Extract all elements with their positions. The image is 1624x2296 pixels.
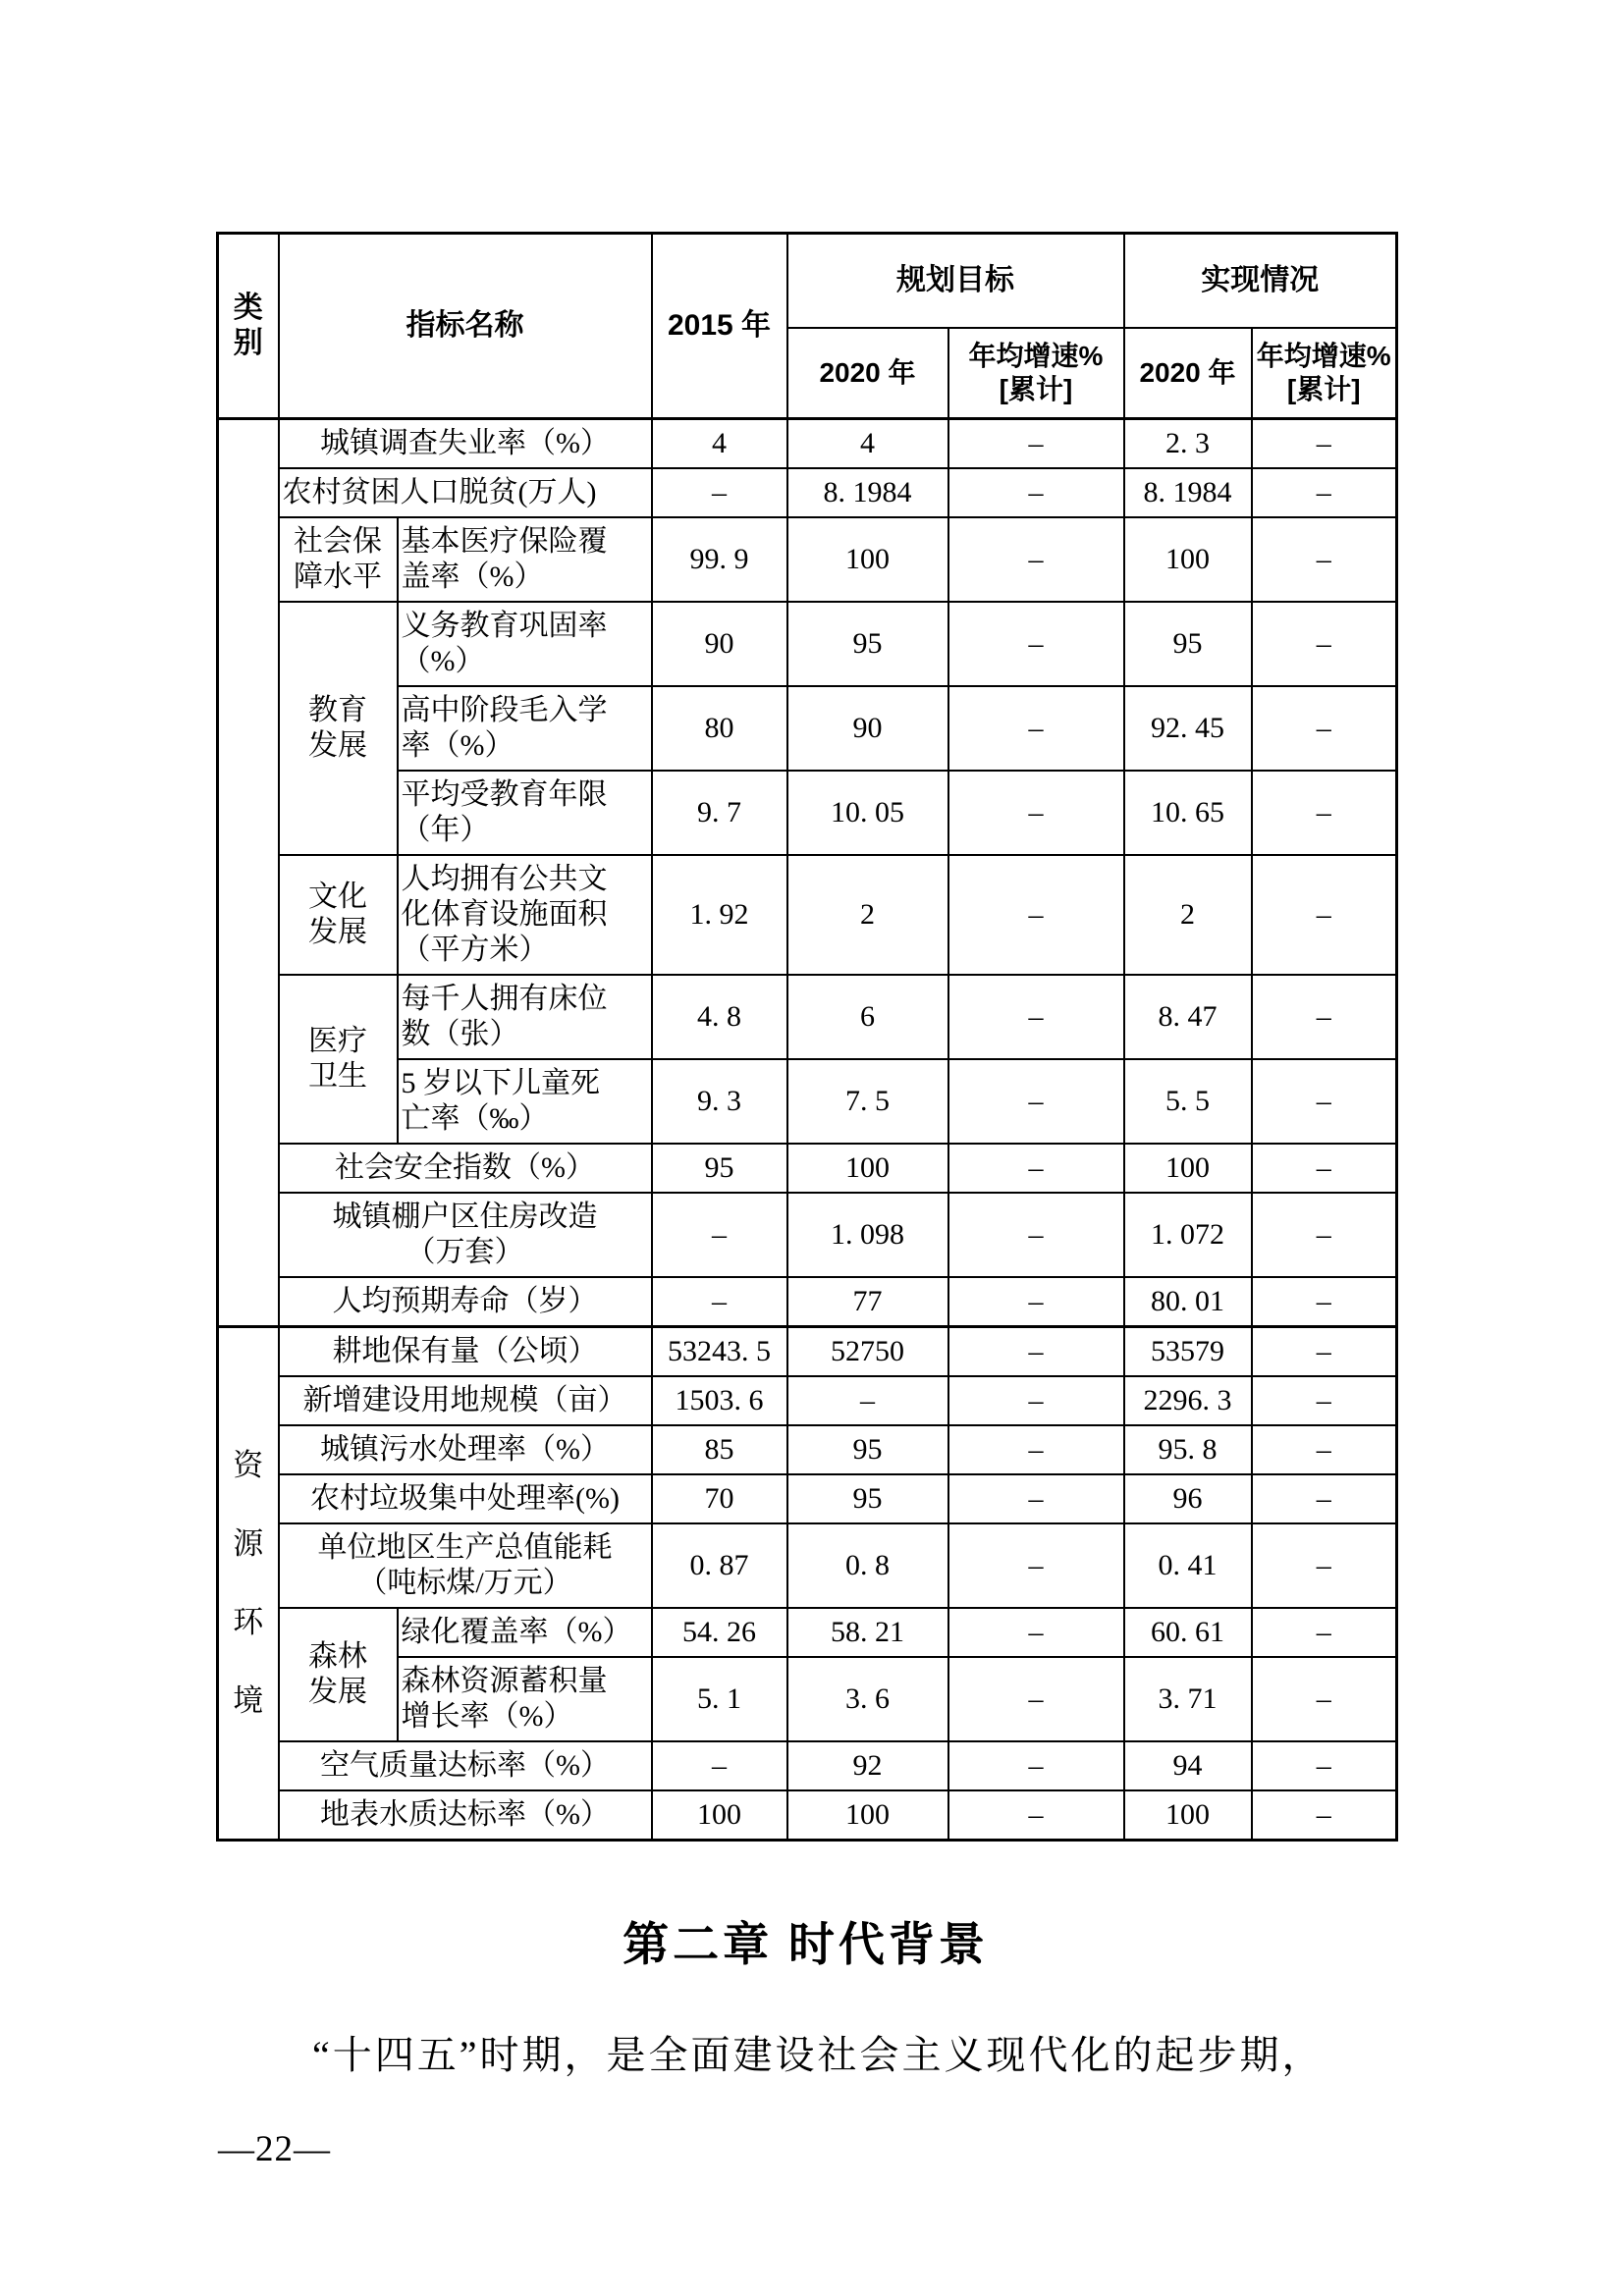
table-row (218, 602, 1397, 686)
value-cell: – (948, 1144, 1124, 1193)
value-cell: 9. 3 (652, 1059, 787, 1144)
value-cell: 3. 6 (787, 1657, 948, 1741)
value-cell: 58. 21 (787, 1608, 948, 1657)
table-row (218, 1327, 1397, 1377)
header-indicator-name: 指标名称 (279, 234, 652, 419)
value-cell: – (948, 1059, 1124, 1144)
table-row (218, 468, 1397, 517)
value-cell: – (1252, 602, 1397, 686)
growth-label-line2: [累计] (1286, 374, 1361, 404)
value-cell: 53243. 5 (652, 1327, 787, 1377)
value-cell: – (948, 855, 1124, 975)
value-cell: 0. 8 (787, 1523, 948, 1608)
value-cell: 54. 26 (652, 1608, 787, 1657)
subcategory-cell: 教育 发展 (279, 602, 398, 855)
indicators-table (216, 232, 1398, 1842)
table-row (218, 1376, 1397, 1425)
subcategory-cell: 森林 发展 (279, 1608, 398, 1741)
chapter-heading: 第二章 时代背景 (623, 1920, 989, 1971)
value-cell: 92. 45 (1124, 686, 1252, 771)
value-cell: 10. 05 (787, 771, 948, 855)
value-cell: – (1252, 771, 1397, 855)
value-cell: – (1252, 1327, 1397, 1377)
table-row (218, 1523, 1397, 1608)
indicator-cell: 农村贫困人口脱贫(万人) (279, 468, 652, 517)
value-cell: – (948, 517, 1124, 602)
indicator-cell: 单位地区生产总值能耗 （吨标煤/万元） (279, 1523, 652, 1608)
table-row (218, 1425, 1397, 1474)
table-row (218, 855, 1397, 975)
value-cell: 4. 8 (652, 975, 787, 1059)
value-cell: 1503. 6 (652, 1376, 787, 1425)
indicator-cell: 城镇棚户区住房改造 （万套） (279, 1193, 652, 1277)
value-cell: – (1252, 468, 1397, 517)
value-cell: 60. 61 (1124, 1608, 1252, 1657)
table-row (218, 1741, 1397, 1790)
value-cell: – (948, 1790, 1124, 1841)
value-cell: 99. 9 (652, 517, 787, 602)
indicator-cell: 平均受教育年限 （年） (398, 771, 652, 855)
value-cell: – (948, 602, 1124, 686)
value-cell: – (948, 1608, 1124, 1657)
value-cell: – (652, 1741, 787, 1790)
value-cell: – (787, 1376, 948, 1425)
growth-label-line1: 年均增速% (968, 341, 1104, 371)
value-cell: – (1252, 1059, 1397, 1144)
value-cell: 6 (787, 975, 948, 1059)
value-cell: 2296. 3 (1124, 1376, 1252, 1425)
value-cell: 70 (652, 1474, 787, 1523)
indicator-cell: 基本医疗保险覆 盖率（%） (398, 517, 652, 602)
header-actual-growth (1252, 328, 1397, 419)
indicator-cell: 社会安全指数（%） (279, 1144, 652, 1193)
value-cell: – (948, 1741, 1124, 1790)
value-cell: 4 (787, 419, 948, 469)
value-cell: – (652, 468, 787, 517)
value-cell: 100 (1124, 517, 1252, 602)
indicator-cell: 地表水质达标率（%） (279, 1790, 652, 1841)
growth-label-line1: 年均增速% (1256, 341, 1391, 371)
indicator-cell: 义务教育巩固率 （%） (398, 602, 652, 686)
table-row (218, 1790, 1397, 1841)
indicator-cell: 森林资源蓄积量 增长率（%） (398, 1657, 652, 1741)
value-cell: – (1252, 975, 1397, 1059)
value-cell: 2 (1124, 855, 1252, 975)
value-cell: – (948, 975, 1124, 1059)
value-cell: – (1252, 1376, 1397, 1425)
value-cell: 95 (652, 1144, 787, 1193)
value-cell: – (948, 1376, 1124, 1425)
value-cell: 2 (787, 855, 948, 975)
value-cell: 90 (787, 686, 948, 771)
indicator-cell: 绿化覆盖率（%） (398, 1608, 652, 1657)
indicator-cell: 城镇调查失业率（%） (279, 419, 652, 469)
header-2015: 2015 年 (652, 234, 787, 419)
subcategory-cell: 医疗 卫生 (279, 975, 398, 1144)
subcategory-cell: 社会保 障水平 (279, 517, 398, 602)
table-header (218, 234, 1397, 419)
value-cell: 100 (787, 1790, 948, 1841)
value-cell: 100 (787, 517, 948, 602)
value-cell: 0. 41 (1124, 1523, 1252, 1608)
value-cell: 1. 098 (787, 1193, 948, 1277)
value-cell: 1. 072 (1124, 1193, 1252, 1277)
indicator-cell: 农村垃圾集中处理率(%) (279, 1474, 652, 1523)
header-category: 类别 (218, 234, 279, 419)
value-cell: – (948, 1425, 1124, 1474)
table-row (218, 975, 1397, 1059)
value-cell: 8. 1984 (1124, 468, 1252, 517)
value-cell: 9. 7 (652, 771, 787, 855)
indicator-cell: 新增建设用地规模（亩） (279, 1376, 652, 1425)
value-cell: – (1252, 1277, 1397, 1327)
value-cell: – (652, 1193, 787, 1277)
indicator-cell: 人均预期寿命（岁） (279, 1277, 652, 1327)
page-number: —22— (218, 2129, 331, 2169)
table-row (218, 1193, 1397, 1277)
value-cell: 4 (652, 419, 787, 469)
header-actual-group: 实现情况 (1124, 234, 1397, 329)
table-row (218, 1277, 1397, 1327)
subcategory-cell: 文化 发展 (279, 855, 398, 975)
indicator-cell: 城镇污水处理率（%） (279, 1425, 652, 1474)
value-cell: – (948, 686, 1124, 771)
value-cell: 5. 5 (1124, 1059, 1252, 1144)
indicator-cell: 空气质量达标率（%） (279, 1741, 652, 1790)
value-cell: – (1252, 1608, 1397, 1657)
indicator-cell: 耕地保有量（公顷） (279, 1327, 652, 1377)
value-cell: 95 (1124, 602, 1252, 686)
value-cell: 10. 65 (1124, 771, 1252, 855)
value-cell: – (1252, 1144, 1397, 1193)
header-plan-group: 规划目标 (787, 234, 1124, 329)
value-cell: 100 (787, 1144, 948, 1193)
value-cell: 7. 5 (787, 1059, 948, 1144)
value-cell: 8. 1984 (787, 468, 948, 517)
value-cell: 77 (787, 1277, 948, 1327)
value-cell: 95 (787, 1474, 948, 1523)
header-plan-2020: 2020 年 (787, 328, 948, 419)
indicator-cell: 人均拥有公共文 化体育设施面积 （平方米） (398, 855, 652, 975)
value-cell: 95 (787, 602, 948, 686)
value-cell: – (652, 1277, 787, 1327)
value-cell: 92 (787, 1741, 948, 1790)
value-cell: – (948, 771, 1124, 855)
value-cell: – (1252, 1474, 1397, 1523)
value-cell: 1. 92 (652, 855, 787, 975)
value-cell: 8. 47 (1124, 975, 1252, 1059)
value-cell: – (948, 1523, 1124, 1608)
value-cell: – (1252, 1657, 1397, 1741)
value-cell: 85 (652, 1425, 787, 1474)
value-cell: – (1252, 1425, 1397, 1474)
value-cell: 96 (1124, 1474, 1252, 1523)
value-cell: – (948, 1193, 1124, 1277)
category-cell (218, 419, 279, 1327)
value-cell: – (948, 1327, 1124, 1377)
table-row (218, 1608, 1397, 1657)
value-cell: 3. 71 (1124, 1657, 1252, 1741)
category-cell: 资 源 环 境 (218, 1327, 279, 1841)
growth-label-line2: [累计] (999, 374, 1073, 404)
value-cell: – (1252, 1790, 1397, 1841)
value-cell: 100 (652, 1790, 787, 1841)
value-cell: – (948, 1277, 1124, 1327)
value-cell: – (1252, 1193, 1397, 1277)
value-cell: 80. 01 (1124, 1277, 1252, 1327)
value-cell: – (1252, 855, 1397, 975)
value-cell: – (948, 468, 1124, 517)
header-plan-growth (948, 328, 1124, 419)
indicator-cell: 每千人拥有床位 数（张） (398, 975, 652, 1059)
value-cell: 5. 1 (652, 1657, 787, 1741)
value-cell: 0. 87 (652, 1523, 787, 1608)
value-cell: – (1252, 1523, 1397, 1608)
body-paragraph: “十四五”时期，是全面建设社会主义现代化的起步期， (312, 2033, 1325, 2077)
value-cell: 100 (1124, 1144, 1252, 1193)
value-cell: – (948, 1474, 1124, 1523)
indicator-cell: 5 岁以下儿童死 亡率（‰） (398, 1059, 652, 1144)
table-row (218, 1144, 1397, 1193)
value-cell: – (948, 419, 1124, 469)
value-cell: 80 (652, 686, 787, 771)
table-row (218, 517, 1397, 602)
value-cell: – (948, 1657, 1124, 1741)
value-cell: 90 (652, 602, 787, 686)
value-cell: – (1252, 686, 1397, 771)
header-actual-2020: 2020 年 (1124, 328, 1252, 419)
value-cell: – (1252, 517, 1397, 602)
table-body (218, 419, 1397, 1841)
value-cell: 52750 (787, 1327, 948, 1377)
value-cell: – (1252, 419, 1397, 469)
value-cell: 95 (787, 1425, 948, 1474)
value-cell: 95. 8 (1124, 1425, 1252, 1474)
value-cell: 94 (1124, 1741, 1252, 1790)
indicator-cell: 高中阶段毛入学 率（%） (398, 686, 652, 771)
value-cell: – (1252, 1741, 1397, 1790)
table-row (218, 1474, 1397, 1523)
value-cell: 2. 3 (1124, 419, 1252, 469)
value-cell: 100 (1124, 1790, 1252, 1841)
value-cell: 53579 (1124, 1327, 1252, 1377)
table-row (218, 419, 1397, 469)
